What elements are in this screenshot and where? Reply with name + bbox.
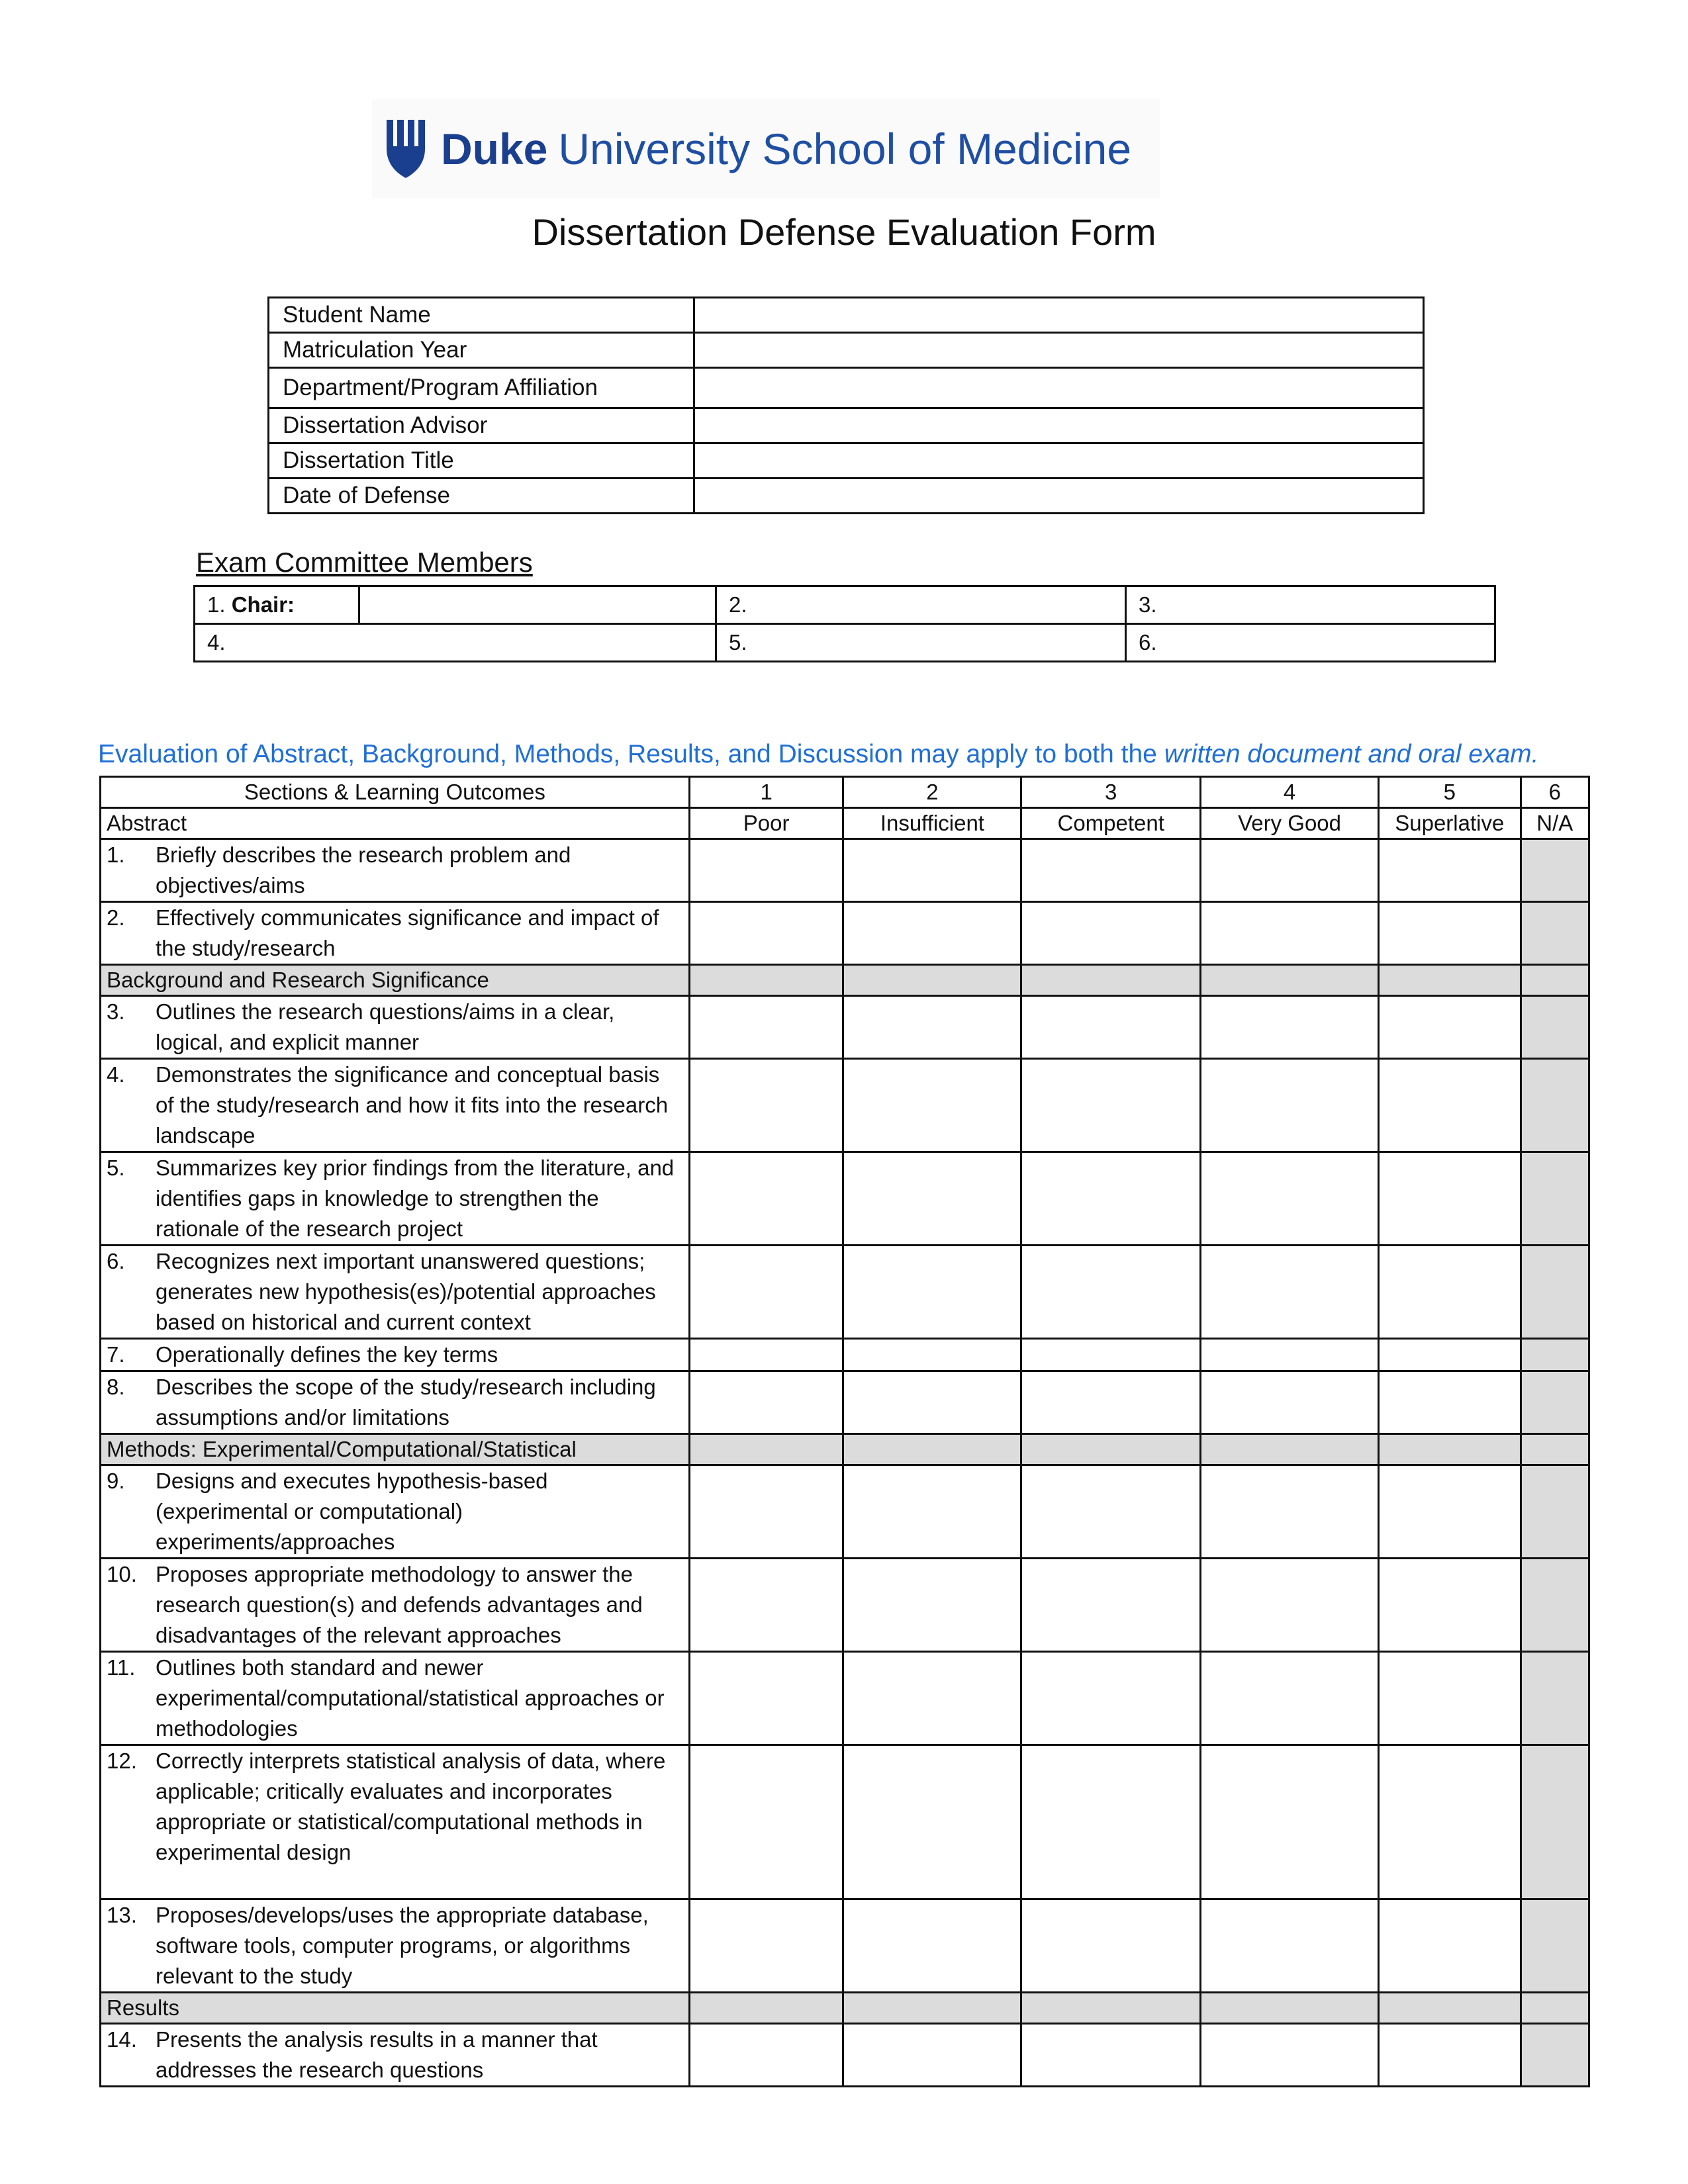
- score-cell-competent[interactable]: [1021, 1371, 1201, 1434]
- score-cell-insufficient[interactable]: [843, 902, 1021, 965]
- score-cell-superlative[interactable]: [1378, 996, 1521, 1059]
- score-cell-na[interactable]: [1521, 1152, 1589, 1246]
- score-cell-na[interactable]: [1521, 1652, 1589, 1745]
- score-cell-insufficient[interactable]: [843, 1246, 1021, 1339]
- rubric-item-number: 8.: [107, 1375, 125, 1399]
- department-field[interactable]: [694, 368, 1424, 408]
- score-cell-very-good[interactable]: [1201, 996, 1379, 1059]
- score-cell-very-good[interactable]: [1201, 1371, 1379, 1434]
- rubric-item-number: 13.: [107, 1903, 137, 1927]
- score-cell-competent[interactable]: [1021, 1059, 1201, 1152]
- sections-header: Sections & Learning Outcomes: [101, 777, 690, 808]
- score-cell-competent[interactable]: [1021, 1339, 1201, 1371]
- score-cell-very-good[interactable]: [1201, 1465, 1379, 1559]
- score-cell-insufficient[interactable]: [843, 2024, 1021, 2087]
- rubric-item-text: Describes the scope of the study/research including assumptions and/or limitations: [156, 1375, 656, 1430]
- rubric-item-text-cell: [101, 1559, 690, 1652]
- committee-member-6[interactable]: 6.: [1126, 624, 1495, 662]
- rubric-item-row: [101, 839, 1589, 902]
- rubric-item-number: 7.: [107, 1342, 125, 1367]
- score-cell-na[interactable]: [1521, 1465, 1589, 1559]
- rubric-item-text: Correctly interprets statistical analysis of data, where applicable; critically evaluates and incorporates appropriate or statistical/computational methods in experimental design: [156, 1749, 666, 1864]
- chair-field[interactable]: [359, 586, 716, 624]
- section-shade-cell: [843, 1434, 1021, 1465]
- score-cell-insufficient[interactable]: [843, 1559, 1021, 1652]
- score-cell-insufficient[interactable]: [843, 1745, 1021, 1899]
- section-shade-cell: [689, 965, 843, 996]
- score-cell-poor[interactable]: [689, 1745, 843, 1899]
- score-cell-na[interactable]: [1521, 996, 1589, 1059]
- section-shade-cell: [1201, 1434, 1379, 1465]
- rubric-item-text: Briefly describes the research problem and objectives/aims: [156, 842, 571, 897]
- section-shade-cell: [1201, 1993, 1379, 2024]
- committee-table: [193, 585, 1496, 662]
- defense-date-field[interactable]: [694, 478, 1424, 514]
- rubric-item-text: Outlines both standard and newer experimental/computational/statistical approaches or methodologies: [156, 1655, 665, 1741]
- rubric-item-number: 10.: [107, 1562, 137, 1586]
- score-cell-insufficient[interactable]: [843, 839, 1021, 902]
- student-name-field[interactable]: [694, 298, 1424, 333]
- duke-logo: [372, 99, 1160, 199]
- section-title: Results: [101, 1993, 690, 2024]
- score-cell-very-good[interactable]: [1201, 1745, 1379, 1899]
- score-cell-insufficient[interactable]: [843, 1371, 1021, 1434]
- score-cell-poor[interactable]: [689, 1371, 843, 1434]
- rubric-item-text-cell: [101, 2024, 690, 2087]
- rubric-item-number: 9.: [107, 1469, 125, 1493]
- score-cell-superlative[interactable]: [1378, 1152, 1521, 1246]
- matriculation-year-field[interactable]: [694, 333, 1424, 368]
- score-cell-very-good[interactable]: [1201, 839, 1379, 902]
- scale-number-2: 2: [843, 777, 1021, 808]
- score-cell-na[interactable]: [1521, 1339, 1589, 1371]
- scale-label-poor: Poor: [689, 808, 843, 839]
- score-cell-poor[interactable]: [689, 839, 843, 902]
- section-shade-cell: [689, 1434, 843, 1465]
- score-cell-very-good[interactable]: [1201, 1339, 1379, 1371]
- score-cell-insufficient[interactable]: [843, 996, 1021, 1059]
- score-cell-competent[interactable]: [1021, 2024, 1201, 2087]
- section-title: Background and Research Significance: [101, 965, 690, 996]
- section-header-row: [101, 965, 1589, 996]
- rubric-item-row: [101, 996, 1589, 1059]
- rubric-item-number: 4.: [107, 1062, 125, 1087]
- rubric-item-text-cell: [101, 1371, 690, 1434]
- rubric-item-text-cell: [101, 1339, 690, 1371]
- rubric-item-row: [101, 1899, 1589, 1993]
- rubric-item-row: [101, 1059, 1589, 1152]
- score-cell-insufficient[interactable]: [843, 1339, 1021, 1371]
- rubric-item-number: 6.: [107, 1249, 125, 1273]
- section-header-row: [101, 1434, 1589, 1465]
- rubric-item-text-cell: [101, 1745, 690, 1899]
- scale-label-competent: Competent: [1021, 808, 1201, 839]
- score-cell-poor[interactable]: [689, 2024, 843, 2087]
- rubric-item-text-cell: [101, 1899, 690, 1993]
- rubric-item-text: Recognizes next important unanswered questions; generates new hypothesis(es)/potential approaches based on historical and current context: [156, 1249, 656, 1334]
- committee-member-5[interactable]: 5.: [716, 624, 1126, 662]
- score-cell-very-good[interactable]: [1201, 1152, 1379, 1246]
- score-cell-insufficient[interactable]: [843, 1899, 1021, 1993]
- score-cell-superlative[interactable]: [1378, 839, 1521, 902]
- section-header-row: [101, 1993, 1589, 2024]
- rubric-item-text-cell: [101, 996, 690, 1059]
- score-cell-poor[interactable]: [689, 1246, 843, 1339]
- score-cell-poor[interactable]: [689, 1652, 843, 1745]
- section-shade-cell: [1021, 1993, 1201, 2024]
- rubric-item-row: [101, 1745, 1589, 1899]
- rubric-item-text: Proposes/develops/uses the appropriate database, software tools, computer programs, or algorithms relevant to the study: [156, 1903, 649, 1988]
- rubric-item-text-cell: [101, 1246, 690, 1339]
- score-cell-na[interactable]: [1521, 902, 1589, 965]
- score-cell-na[interactable]: [1521, 1899, 1589, 1993]
- advisor-field[interactable]: [694, 408, 1424, 443]
- scale-number-5: 5: [1378, 777, 1521, 808]
- score-cell-competent[interactable]: [1021, 1152, 1201, 1246]
- rubric-item-number: 2.: [107, 905, 125, 930]
- rubric-item-text-cell: [101, 839, 690, 902]
- rubric-item-text: Proposes appropriate methodology to answer the research question(s) and defends advantages and disadvantages of the relevant approaches: [156, 1562, 643, 1647]
- rubric-item-text: Operationally defines the key terms: [156, 1342, 498, 1367]
- rubric-item-row: [101, 2024, 1589, 2087]
- score-cell-competent[interactable]: [1021, 996, 1201, 1059]
- section-shade-cell: [1378, 1993, 1521, 2024]
- score-cell-very-good[interactable]: [1201, 1652, 1379, 1745]
- score-cell-superlative[interactable]: [1378, 1371, 1521, 1434]
- score-cell-superlative[interactable]: [1378, 1339, 1521, 1371]
- score-cell-competent[interactable]: [1021, 1246, 1201, 1339]
- scale-number-3: 3: [1021, 777, 1201, 808]
- section-shade-cell: [1521, 1434, 1589, 1465]
- score-cell-superlative[interactable]: [1378, 1465, 1521, 1559]
- committee-title: Exam Committee Members: [196, 547, 533, 578]
- score-cell-competent[interactable]: [1021, 839, 1201, 902]
- scale-label-superlative: Superlative: [1378, 808, 1521, 839]
- rubric-item-text: Summarizes key prior findings from the literature, and identifies gaps in knowledge to strengthen the rationale of the research project: [156, 1156, 675, 1241]
- scale-label-na: N/A: [1521, 808, 1589, 839]
- score-cell-very-good[interactable]: [1201, 902, 1379, 965]
- score-cell-na[interactable]: [1521, 1559, 1589, 1652]
- score-cell-superlative[interactable]: [1378, 1652, 1521, 1745]
- score-cell-insufficient[interactable]: [843, 1059, 1021, 1152]
- score-cell-poor[interactable]: [689, 996, 843, 1059]
- section-shade-cell: [843, 1993, 1021, 2024]
- rubric-item-text-cell: [101, 902, 690, 965]
- score-cell-poor[interactable]: [689, 1559, 843, 1652]
- score-cell-poor[interactable]: [689, 1339, 843, 1371]
- score-cell-superlative[interactable]: [1378, 902, 1521, 965]
- section-shade-cell: [1521, 965, 1589, 996]
- department-label: Department/Program Affiliation: [269, 368, 694, 408]
- rubric-item-number: 14.: [107, 2027, 137, 2052]
- score-cell-very-good[interactable]: [1201, 1559, 1379, 1652]
- rubric-item-text-cell: [101, 1465, 690, 1559]
- score-cell-na[interactable]: [1521, 1059, 1589, 1152]
- score-cell-poor[interactable]: [689, 1152, 843, 1246]
- rubric-item-text-cell: [101, 1152, 690, 1246]
- score-cell-competent[interactable]: [1021, 1652, 1201, 1745]
- committee-member-4[interactable]: 4.: [195, 624, 716, 662]
- rubric-item-text: Presents the analysis results in a manner that addresses the research questions: [156, 2027, 598, 2082]
- score-cell-poor[interactable]: [689, 1465, 843, 1559]
- score-cell-competent[interactable]: [1021, 1465, 1201, 1559]
- score-cell-very-good[interactable]: [1201, 1246, 1379, 1339]
- scale-number-1: 1: [689, 777, 843, 808]
- scale-label-very-good: Very Good: [1201, 808, 1379, 839]
- section-shade-cell: [1378, 1434, 1521, 1465]
- score-cell-poor[interactable]: [689, 902, 843, 965]
- rubric-item-row: [101, 1371, 1589, 1434]
- scale-label-insufficient: Insufficient: [843, 808, 1021, 839]
- score-cell-poor[interactable]: [689, 1899, 843, 1993]
- score-cell-na[interactable]: [1521, 839, 1589, 902]
- rubric-item-row: [101, 1246, 1589, 1339]
- rubric-item-text: Demonstrates the significance and conceptual basis of the study/research and how it fits into the research landscape: [156, 1062, 669, 1148]
- matriculation-year-label: Matriculation Year: [269, 333, 694, 368]
- rubric-item-number: 11.: [107, 1655, 136, 1680]
- section-shade-cell: [1521, 1993, 1589, 2024]
- score-cell-competent[interactable]: [1021, 902, 1201, 965]
- score-cell-superlative[interactable]: [1378, 1246, 1521, 1339]
- evaluation-note: Evaluation of Abstract, Background, Methods, Results, and Discussion may apply to both the written document and oral exam.: [98, 740, 1539, 768]
- rubric-item-number: 1.: [107, 842, 125, 867]
- rubric-item-number: 5.: [107, 1156, 125, 1180]
- rubric-item-row: [101, 1559, 1589, 1652]
- advisor-label: Dissertation Advisor: [269, 408, 694, 443]
- score-cell-competent[interactable]: [1021, 1899, 1201, 1993]
- score-cell-superlative[interactable]: [1378, 2024, 1521, 2087]
- score-cell-very-good[interactable]: [1201, 2024, 1379, 2087]
- rubric-item-row: [101, 1652, 1589, 1745]
- score-cell-superlative[interactable]: [1378, 1059, 1521, 1152]
- section-shade-cell: [689, 1993, 843, 2024]
- logo-text: Duke University School of Medicine: [441, 124, 1132, 173]
- dissertation-title-field[interactable]: [694, 443, 1424, 478]
- rubric-item-row: [101, 1339, 1589, 1371]
- chair-label-cell: 1. Chair:: [195, 586, 359, 624]
- defense-date-label: Date of Defense: [269, 478, 694, 514]
- rubric-item-text-cell: [101, 1652, 690, 1745]
- score-cell-na[interactable]: [1521, 2024, 1589, 2087]
- score-cell-competent[interactable]: [1021, 1745, 1201, 1899]
- score-cell-very-good[interactable]: [1201, 1899, 1379, 1993]
- section-shade-cell: [1021, 965, 1201, 996]
- section-title-abstract: Abstract: [101, 808, 690, 839]
- section-shade-cell: [843, 965, 1021, 996]
- score-cell-competent[interactable]: [1021, 1559, 1201, 1652]
- evaluation-table: [99, 776, 1590, 2087]
- rubric-item-row: [101, 1152, 1589, 1246]
- score-cell-superlative[interactable]: [1378, 1559, 1521, 1652]
- section-shade-cell: [1201, 965, 1379, 996]
- rubric-item-text-cell: [101, 1059, 690, 1152]
- score-cell-very-good[interactable]: [1201, 1059, 1379, 1152]
- rubric-item-number: 12.: [107, 1749, 137, 1773]
- score-cell-insufficient[interactable]: [843, 1465, 1021, 1559]
- student-name-label: Student Name: [269, 298, 694, 333]
- score-cell-insufficient[interactable]: [843, 1652, 1021, 1745]
- committee-member-3[interactable]: 3.: [1126, 586, 1495, 624]
- student-info-table: [267, 296, 1425, 514]
- score-cell-poor[interactable]: [689, 1059, 843, 1152]
- score-cell-na[interactable]: [1521, 1371, 1589, 1434]
- dissertation-title-label: Dissertation Title: [269, 443, 694, 478]
- rubric-item-row: [101, 1465, 1589, 1559]
- rubric-item-number: 3.: [107, 999, 125, 1024]
- scale-number-4: 4: [1201, 777, 1379, 808]
- score-cell-superlative[interactable]: [1378, 1899, 1521, 1993]
- rubric-item-text: Designs and executes hypothesis-based (experimental or computational) experiments/approaches: [156, 1469, 548, 1554]
- score-cell-superlative[interactable]: [1378, 1745, 1521, 1899]
- section-title: Methods: Experimental/Computational/Statistical: [101, 1434, 690, 1465]
- score-cell-insufficient[interactable]: [843, 1152, 1021, 1246]
- scale-number-6: 6: [1521, 777, 1589, 808]
- rubric-item-row: [101, 902, 1589, 965]
- duke-shield-icon: [384, 118, 428, 179]
- score-cell-na[interactable]: [1521, 1246, 1589, 1339]
- committee-member-2[interactable]: 2.: [716, 586, 1126, 624]
- section-shade-cell: [1378, 965, 1521, 996]
- rubric-item-text: Outlines the research questions/aims in a clear, logical, and explicit manner: [156, 999, 615, 1054]
- score-cell-na[interactable]: [1521, 1745, 1589, 1899]
- form-title: Dissertation Defense Evaluation Form: [532, 211, 1156, 253]
- rubric-item-text: Effectively communicates significance and impact of the study/research: [156, 905, 659, 960]
- section-shade-cell: [1021, 1434, 1201, 1465]
